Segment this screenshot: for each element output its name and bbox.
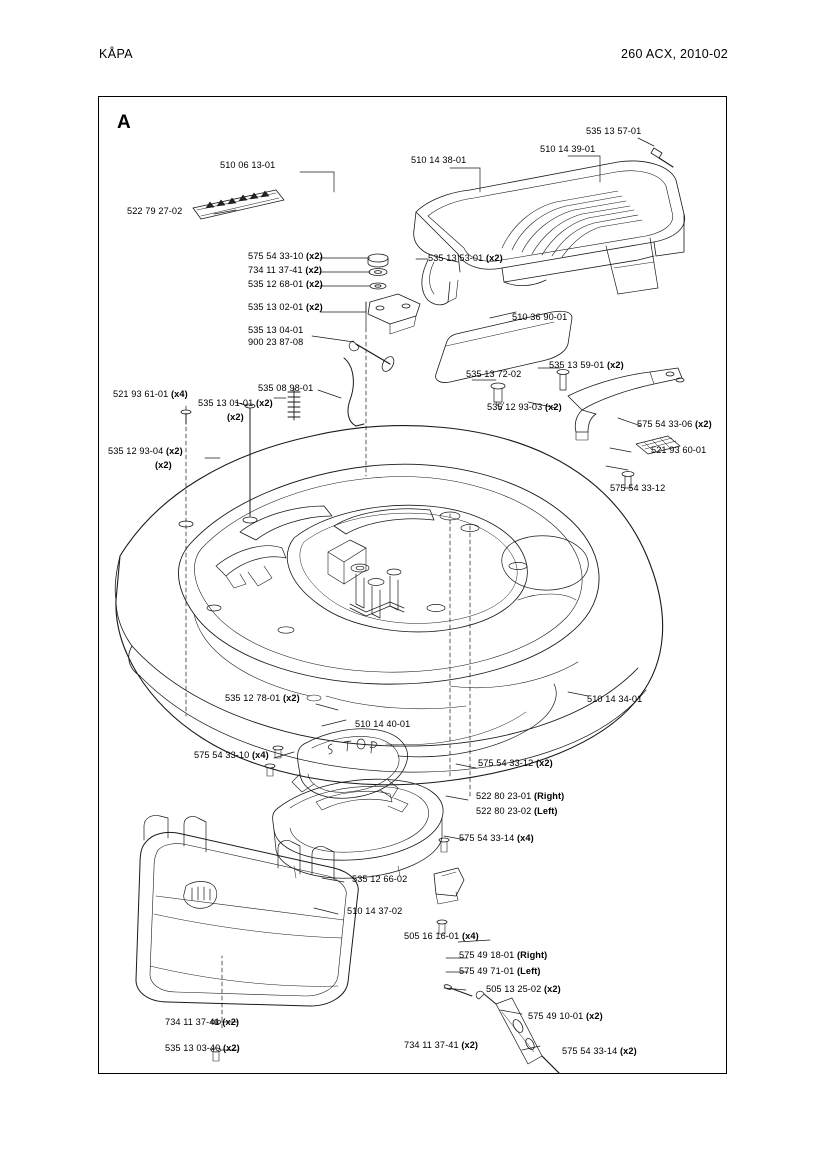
part-label-535-13-59-01: 535 13 59-01 (x2) bbox=[549, 360, 624, 370]
diagram-frame bbox=[98, 96, 727, 1074]
part-label-535-12-93-03: 535 12 93-03 (x2) bbox=[487, 402, 562, 412]
part-label-900-23-87-08: 900 23 87-08 bbox=[248, 337, 304, 347]
part-label-575-54-33-14-x2: 575 54 33-14 (x2) bbox=[562, 1046, 637, 1056]
part-label-522-79-27-02: 522 79 27-02 bbox=[127, 206, 183, 216]
part-label-522-80-23-01: 522 80 23-01 (Right) bbox=[476, 791, 565, 801]
part-label-510-14-38-01: 510 14 38-01 bbox=[411, 155, 467, 165]
part-label-535-13-72-02: 535 13 72-02 bbox=[466, 369, 522, 379]
part-label-521-93-61-01: 521 93 61-01 (x4) bbox=[113, 389, 188, 399]
part-label-510-14-34-01: 510 14 34-01 bbox=[587, 694, 643, 704]
section-letter: A bbox=[117, 112, 131, 133]
part-label-510-14-40-01: 510 14 40-01 bbox=[355, 719, 411, 729]
part-label-535-13-03-40: 535 13 03-40 (x2) bbox=[165, 1043, 240, 1053]
part-label-575-49-10-01: 575 49 10-01 (x2) bbox=[528, 1011, 603, 1021]
part-label-575-54-33-12: 575 54 33-12 bbox=[610, 483, 666, 493]
part-label-734-11-37-41-bottom: 734 11 37-41 (x2) bbox=[165, 1017, 240, 1027]
part-label-575-54-33-10-x4: 575 54 33-10 (x4) bbox=[194, 750, 269, 760]
part-label-535-13-57-01: 535 13 57-01 bbox=[586, 126, 642, 136]
part-label-521-93-60-01: 521 93 60-01 bbox=[651, 445, 707, 455]
part-label-535-12-93-04-qty: (x2) bbox=[155, 460, 172, 470]
part-label-535-13-02-01: 535 13 02-01 (x2) bbox=[248, 302, 323, 312]
part-label-575-49-18-01: 575 49 18-01 (Right) bbox=[459, 950, 548, 960]
part-label-535-13-01-01: 535 13 01-01 (x2) bbox=[198, 398, 273, 408]
part-label-535-13-53-01: 535 13 53-01 (x2) bbox=[428, 253, 503, 263]
page-header-right: 260 ACX, 2010-02 bbox=[621, 47, 728, 61]
part-label-510-06-13-01: 510 06 13-01 bbox=[220, 160, 276, 170]
part-label-575-54-33-06: 575 54 33-06 (x2) bbox=[637, 419, 712, 429]
part-label-535-13-04-01: 535 13 04-01 bbox=[248, 325, 304, 335]
part-label-535-12-78-01: 535 12 78-01 (x2) bbox=[225, 693, 300, 703]
part-label-575-54-33-14-x4: 575 54 33-14 (x4) bbox=[459, 833, 534, 843]
part-label-535-12-93-04: 535 12 93-04 (x2) bbox=[108, 446, 183, 456]
part-label-510-14-37-02: 510 14 37-02 bbox=[347, 906, 403, 916]
part-label-510-36-90-01: 510 36 90-01 bbox=[512, 312, 568, 322]
part-label-535-12-66-02: 535 12 66-02 bbox=[352, 874, 408, 884]
part-label-522-80-23-02: 522 80 23-02 (Left) bbox=[476, 806, 558, 816]
part-label-734-11-37-41: 734 11 37-41 (x2) bbox=[248, 265, 323, 275]
part-label-575-49-71-01: 575 49 71-01 (Left) bbox=[459, 966, 541, 976]
part-label-535-12-68-01: 535 12 68-01 (x2) bbox=[248, 279, 323, 289]
part-label-535-08-98-01: 535 08 98-01 bbox=[258, 383, 314, 393]
part-label-510-14-39-01: 510 14 39-01 bbox=[540, 144, 596, 154]
part-label-575-54-33-12-x2: 575 54 33-12 (x2) bbox=[478, 758, 553, 768]
page-header-left: KÅPA bbox=[99, 47, 134, 61]
part-label-535-13-01-01-qty: (x2) bbox=[227, 412, 244, 422]
part-label-505-16-16-01: 505 16 16-01 (x4) bbox=[404, 931, 479, 941]
part-label-505-13-25-02: 505 13 25-02 (x2) bbox=[486, 984, 561, 994]
part-label-575-54-33-10: 575 54 33-10 (x2) bbox=[248, 251, 323, 261]
part-label-734-11-37-41-x2: 734 11 37-41 (x2) bbox=[404, 1040, 479, 1050]
